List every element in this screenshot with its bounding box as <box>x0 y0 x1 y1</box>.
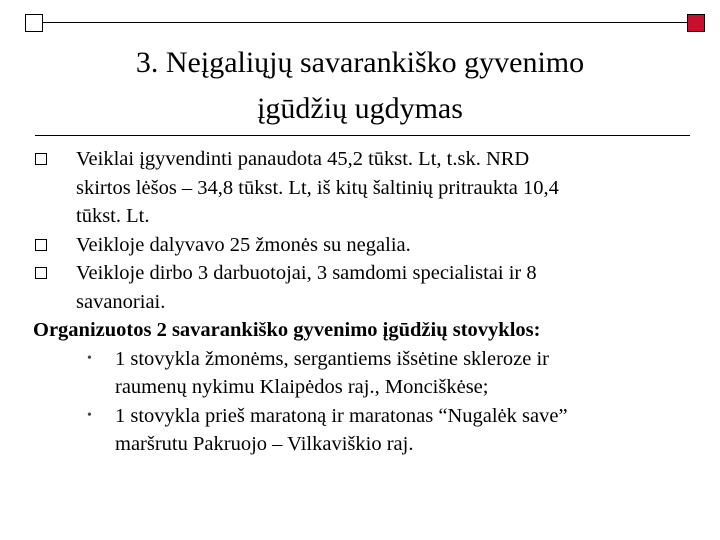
camp-item-2 <box>33 402 703 459</box>
bullet-funding-line-1: Veiklai įgyvendinti panaudota 45,2 tūkst. Lt, t.sk. NRD <box>76 148 530 170</box>
title-divider <box>35 135 690 136</box>
decorative-square-top-left <box>25 14 43 32</box>
bullet-funding-line-2: skirtos lėšos – 34,8 tūkst. Lt, iš kitų šaltinių pritraukta 10,4 <box>76 176 559 199</box>
bullet-funding <box>33 145 703 231</box>
bullet-participants <box>33 231 703 260</box>
bullet-staff-line-2: savanoriai. <box>76 290 166 313</box>
camp-item-1 <box>33 345 703 402</box>
camps-heading: Organizuotos 2 savarankiško gyvenimo įgūdžių stovyklos: <box>33 319 541 341</box>
decorative-top-line <box>43 22 687 23</box>
camp-item-1-line-1: 1 stovykla žmonėms, sergantiems išsėtine skleroze ir <box>115 347 550 370</box>
decorative-square-top-right <box>687 14 705 32</box>
hollow-square-icon <box>35 153 47 165</box>
bullet-dot-icon: • <box>87 407 92 423</box>
camp-item-2-line-2: maršrutu Pakruojo – Vilkaviškio raj. <box>115 433 414 455</box>
slide-body <box>33 145 703 459</box>
camp-item-2-line-1: 1 stovykla prieš maratoną ir maratonas “Nugalėk save” <box>115 404 568 427</box>
slide-title <box>40 40 680 132</box>
bullet-dot-icon: • <box>87 350 92 366</box>
bullet-staff-line-1: Veikloje dirbo 3 darbuotojai, 3 samdomi specialistai ir 8 <box>76 262 537 284</box>
bullet-participants-line-1: Veikloje dalyvavo 25 žmonės su negalia. <box>76 233 411 256</box>
slide-title-line-1: 3. Neįgaliųjų savarankiško gyvenimo <box>135 46 585 79</box>
bullet-staff <box>33 259 703 316</box>
hollow-square-icon <box>35 239 47 251</box>
slide-title-line-2: įgūdžių ugdymas <box>257 92 463 125</box>
hollow-square-icon <box>35 267 47 279</box>
bullet-funding-line-3: tūkst. Lt. <box>76 205 150 227</box>
camp-item-1-line-2: raumenų nykimu Klaipėdos raj., Monciškėse; <box>115 376 489 398</box>
